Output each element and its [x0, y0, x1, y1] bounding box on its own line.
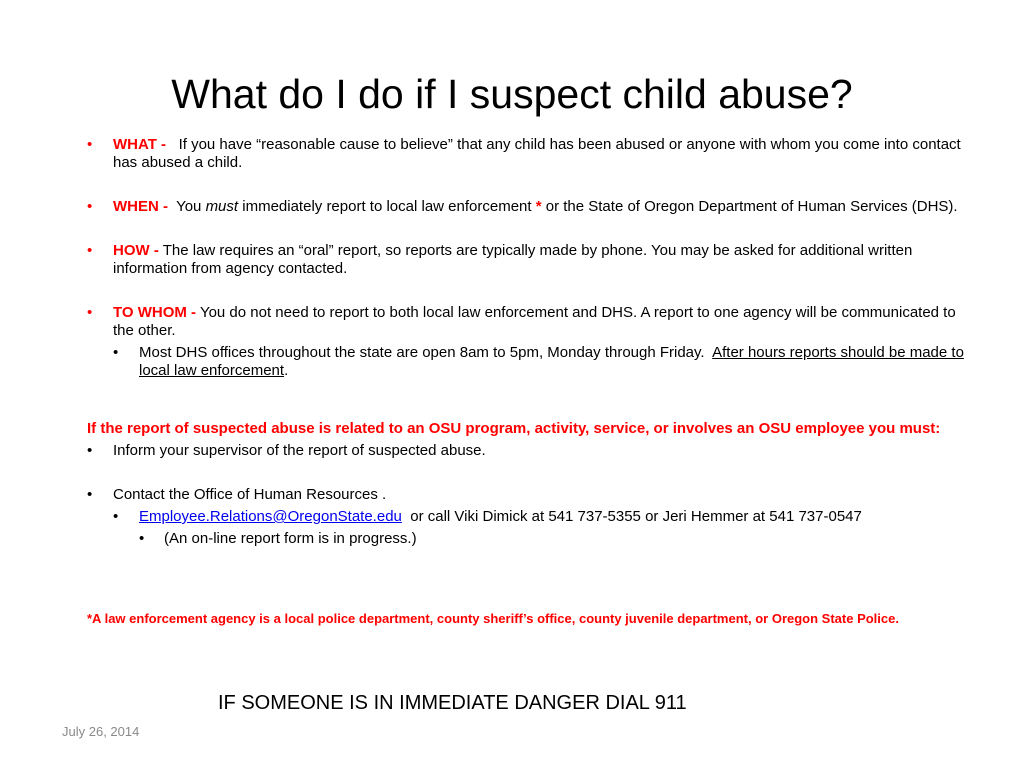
sub-bullet-email — [87, 508, 967, 526]
contact-text: Contact the Office of Human Resources . — [113, 486, 387, 503]
bullet-dot: • — [87, 242, 93, 259]
slide-content — [87, 136, 967, 628]
what-text: If you have “reasonable cause to believe” that any child has been abused or anyone with whom you come into contact has abused a child. — [113, 136, 961, 171]
bullet-dot: • — [87, 136, 93, 153]
when-emphasis: must — [205, 198, 239, 215]
when-text-c: or the State of Oregon Department of Human Services (DHS). — [545, 198, 958, 215]
bullet-dot: • — [139, 530, 145, 547]
bullet-dot: • — [87, 486, 93, 503]
bullet-to-whom — [87, 304, 967, 340]
email-link[interactable]: Employee.Relations@OregonState.edu — [139, 508, 402, 525]
bullet-dot: • — [87, 304, 93, 321]
form-note: (An on-line report form is in progress.) — [164, 530, 417, 547]
sub-sub-bullet-form — [87, 530, 967, 548]
to-whom-label: TO WHOM - — [113, 304, 197, 321]
call-text: or call Viki Dimick at 541 737-5355 or Jeri Hemmer at 541 737-0547 — [410, 508, 862, 525]
when-asterisk: * — [535, 198, 542, 215]
after-hours-note: After hours reports should be made to local law enforcement — [139, 344, 964, 379]
bullet-how — [87, 242, 967, 278]
bullet-what — [87, 136, 967, 172]
inform-text: Inform your supervisor of the report of suspected abuse. — [113, 442, 486, 459]
how-label: HOW - — [113, 242, 159, 259]
dhs-hours-text: Most DHS offices throughout the state are open 8am to 5pm, Monday through Friday. — [139, 344, 705, 361]
after-hours-period: . — [284, 362, 289, 379]
bullet-dot: • — [113, 508, 119, 525]
to-whom-text: You do not need to report to both local law enforcement and DHS. A report to one agency will be communicated to the other. — [113, 304, 956, 339]
bullet-inform-supervisor — [87, 442, 967, 460]
what-label: WHAT - — [113, 136, 167, 153]
when-text-a: You — [176, 198, 202, 215]
bullet-contact-hr — [87, 486, 967, 504]
danger-notice: IF SOMEONE IS IN IMMEDIATE DANGER DIAL 911 — [218, 692, 687, 714]
slide-title: What do I do if I suspect child abuse? — [171, 71, 853, 117]
bullet-dot: • — [87, 442, 93, 459]
slide-date: July 26, 2014 — [62, 724, 140, 739]
bullet-dot: • — [113, 344, 119, 361]
sub-bullet-dhs-hours — [87, 344, 967, 380]
how-text: The law requires an “oral” report, so reports are typically made by phone. You may be asked for additional written information from agency contacted. — [113, 242, 913, 277]
footnote: *A law enforcement agency is a local police department, county sheriff’s office, county juvenile department, or Oregon State Police. — [87, 611, 899, 626]
when-label: WHEN - — [113, 198, 168, 215]
bullet-dot: • — [87, 198, 93, 215]
when-text-b: immediately report to local law enforcement — [242, 198, 532, 215]
bullet-when — [87, 198, 967, 216]
osu-heading: If the report of suspected abuse is related to an OSU program, activity, service, or involves an OSU employee you must: — [87, 420, 941, 437]
